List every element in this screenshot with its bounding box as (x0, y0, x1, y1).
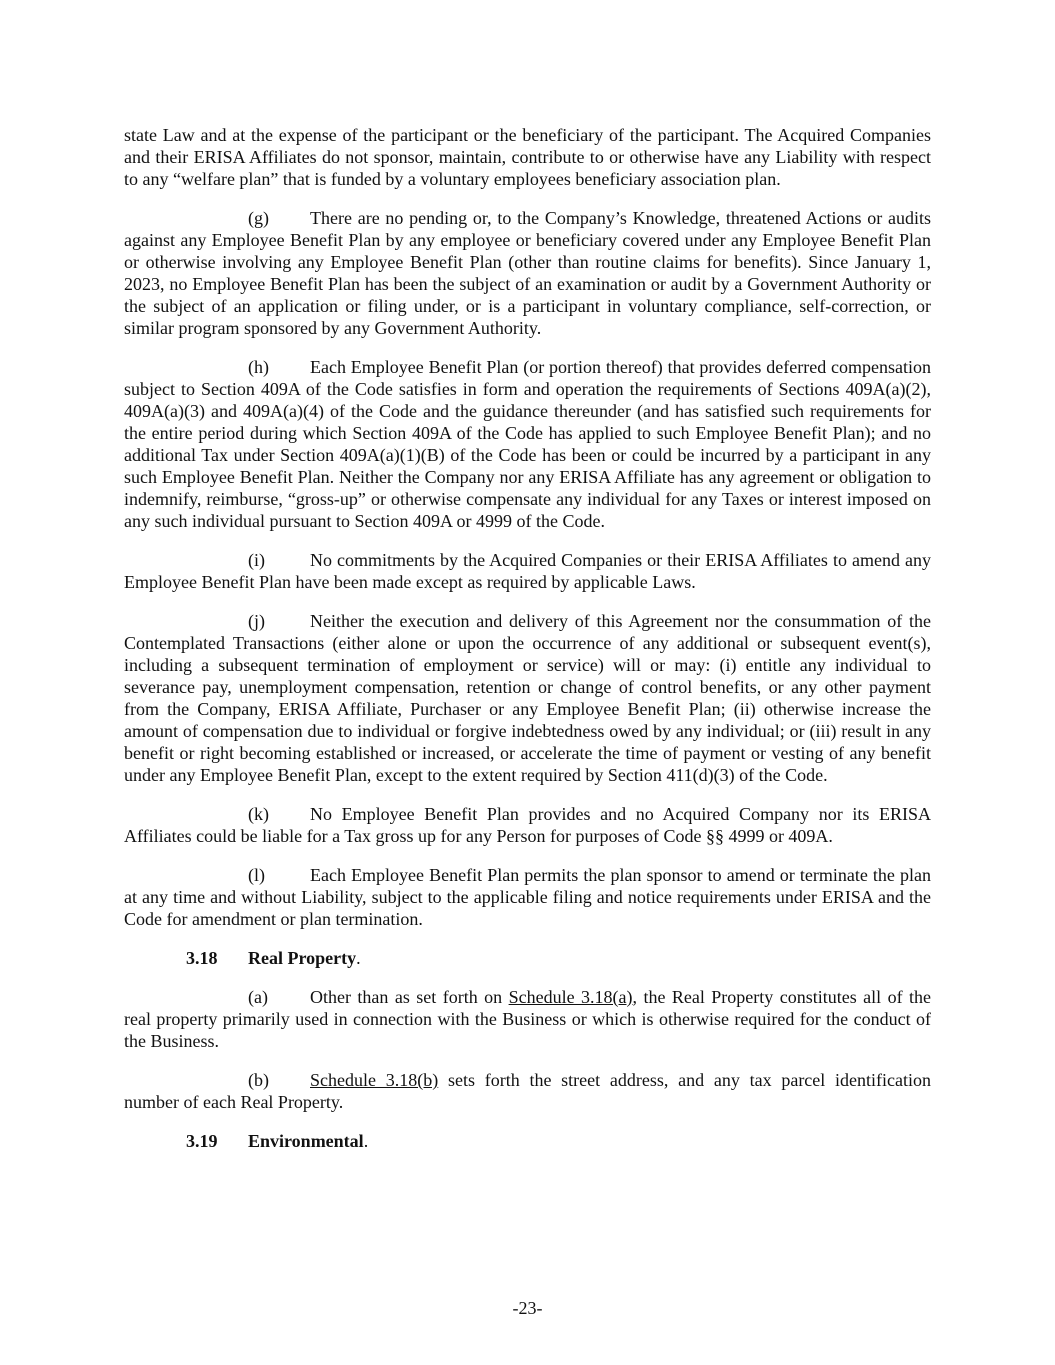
paragraph-text-post: , the Real Property constitutes all of the real property primarily used in connection with the Business or which is otherwise required for the conduct of the Business. (124, 987, 932, 1051)
document-body (124, 124, 931, 1169)
paragraph-label: (h) (248, 357, 269, 377)
section-heading-3-18 (186, 947, 931, 969)
paragraph-intro (124, 124, 931, 190)
paragraph-label: (g) (248, 208, 269, 228)
paragraph-3-18-b (124, 1069, 931, 1113)
paragraph-h (124, 356, 931, 532)
paragraph-text: Each Employee Benefit Plan (or portion thereof) that provides deferred compensation subject to Section 409A of the Code satisfies in form and operation the requirements of Sections 409A(a)(2), 409A(a)(3) and 409A(a)(4) of the Code and the guidance thereunder (and has satisfied such requirements for the entire period during which Section 409A of the Code has applied to such Employee Benefit Plan); and no additional Tax under Section 409A(a)(1)(B) of the Code has been or could be incurred by a participant in any such Employee Benefit Plan. Neither the Company nor any ERISA Affiliate has any agreement or obligation to indemnify, reimburse, “gross-up” or otherwise compensate any individual for any Taxes or interest imposed on any such individual pursuant to Section 409A or 4999 of the Code. (124, 357, 931, 531)
page-number: -23- (512, 1298, 543, 1318)
paragraph-text-pre: Other than as set forth on (310, 987, 509, 1007)
paragraph-label: (j) (248, 611, 265, 631)
paragraph-label: (i) (248, 550, 265, 570)
section-title: Environmental (248, 1131, 364, 1151)
paragraph-label: (b) (248, 1070, 269, 1090)
paragraph-text: No commitments by the Acquired Companies or their ERISA Affiliates to amend any Employee Benefit Plan have been made except as required by applicable Laws. (124, 550, 931, 592)
section-title-period: . (356, 948, 361, 968)
schedule-reference: Schedule 3.18(b) (310, 1070, 439, 1090)
paragraph-text: No Employee Benefit Plan provides and no Acquired Company nor its ERISA Affiliates could be liable for a Tax gross up for any Person for purposes of Code §§ 4999 or 409A. (124, 804, 931, 846)
schedule-reference: Schedule 3.18(a) (508, 987, 633, 1007)
paragraph-label: (a) (248, 987, 268, 1007)
paragraph-3-18-a (124, 986, 931, 1052)
paragraph-j (124, 610, 931, 786)
paragraph-text: Each Employee Benefit Plan permits the plan sponsor to amend or terminate the plan at any time and without Liability, subject to the applicable filing and notice requirements under ERISA and the Code for amendment or plan termination. (124, 865, 931, 929)
paragraph-k (124, 803, 931, 847)
paragraph-l (124, 864, 931, 930)
paragraph-i (124, 549, 931, 593)
section-number: 3.18 (186, 948, 218, 968)
paragraph-text-post: sets forth the street address, and any tax parcel identification number of each Real Property. (124, 1070, 932, 1112)
paragraph-label: (l) (248, 865, 265, 885)
paragraph-text: state Law and at the expense of the participant or the beneficiary of the participant. The Acquired Companies and their ERISA Affiliates do not sponsor, maintain, contribute to or otherwise have any Liability with respect to any “welfare plan” that is funded by a voluntary employees beneficiary association plan. (124, 125, 931, 189)
section-heading-3-19 (186, 1130, 931, 1152)
paragraph-text: There are no pending or, to the Company’s Knowledge, threatened Actions or audits against any Employee Benefit Plan by any employee or beneficiary covered under any Employee Benefit Plan or otherwise involving any Employee Benefit Plan (other than routine claims for benefits). Since January 1, 2023, no Employee Benefit Plan has been the subject of an examination or audit by a Government Authority or the subject of an application or filing under, or is a participant in voluntary compliance, self-correction, or similar program sponsored by any Government Authority. (124, 208, 931, 338)
paragraph-g (124, 207, 931, 339)
section-number: 3.19 (186, 1131, 218, 1151)
section-title-period: . (363, 1131, 369, 1151)
section-title: Real Property (248, 948, 357, 968)
paragraph-text: Neither the execution and delivery of this Agreement nor the consummation of the Contemplated Transactions (either alone or upon the occurrence of any additional or subsequent event(s), including a subsequent termination of employment or service) will or may: (i) entitle any individual to severance pay, unemployment compensation, retention or change of control benefits, or any other payment from the Company, ERISA Affiliate, Purchaser or any Employee Benefit Plan; (ii) otherwise increase the amount of compensation due to individual or forgive indebtedness owed by any individual; or (iii) result in any benefit or right becoming established or increased, or accelerate the time of payment or vesting of any benefit under any Employee Benefit Plan, except to the extent required by Section 411(d)(3) of the Code. (124, 611, 931, 785)
paragraph-label: (k) (248, 804, 269, 824)
